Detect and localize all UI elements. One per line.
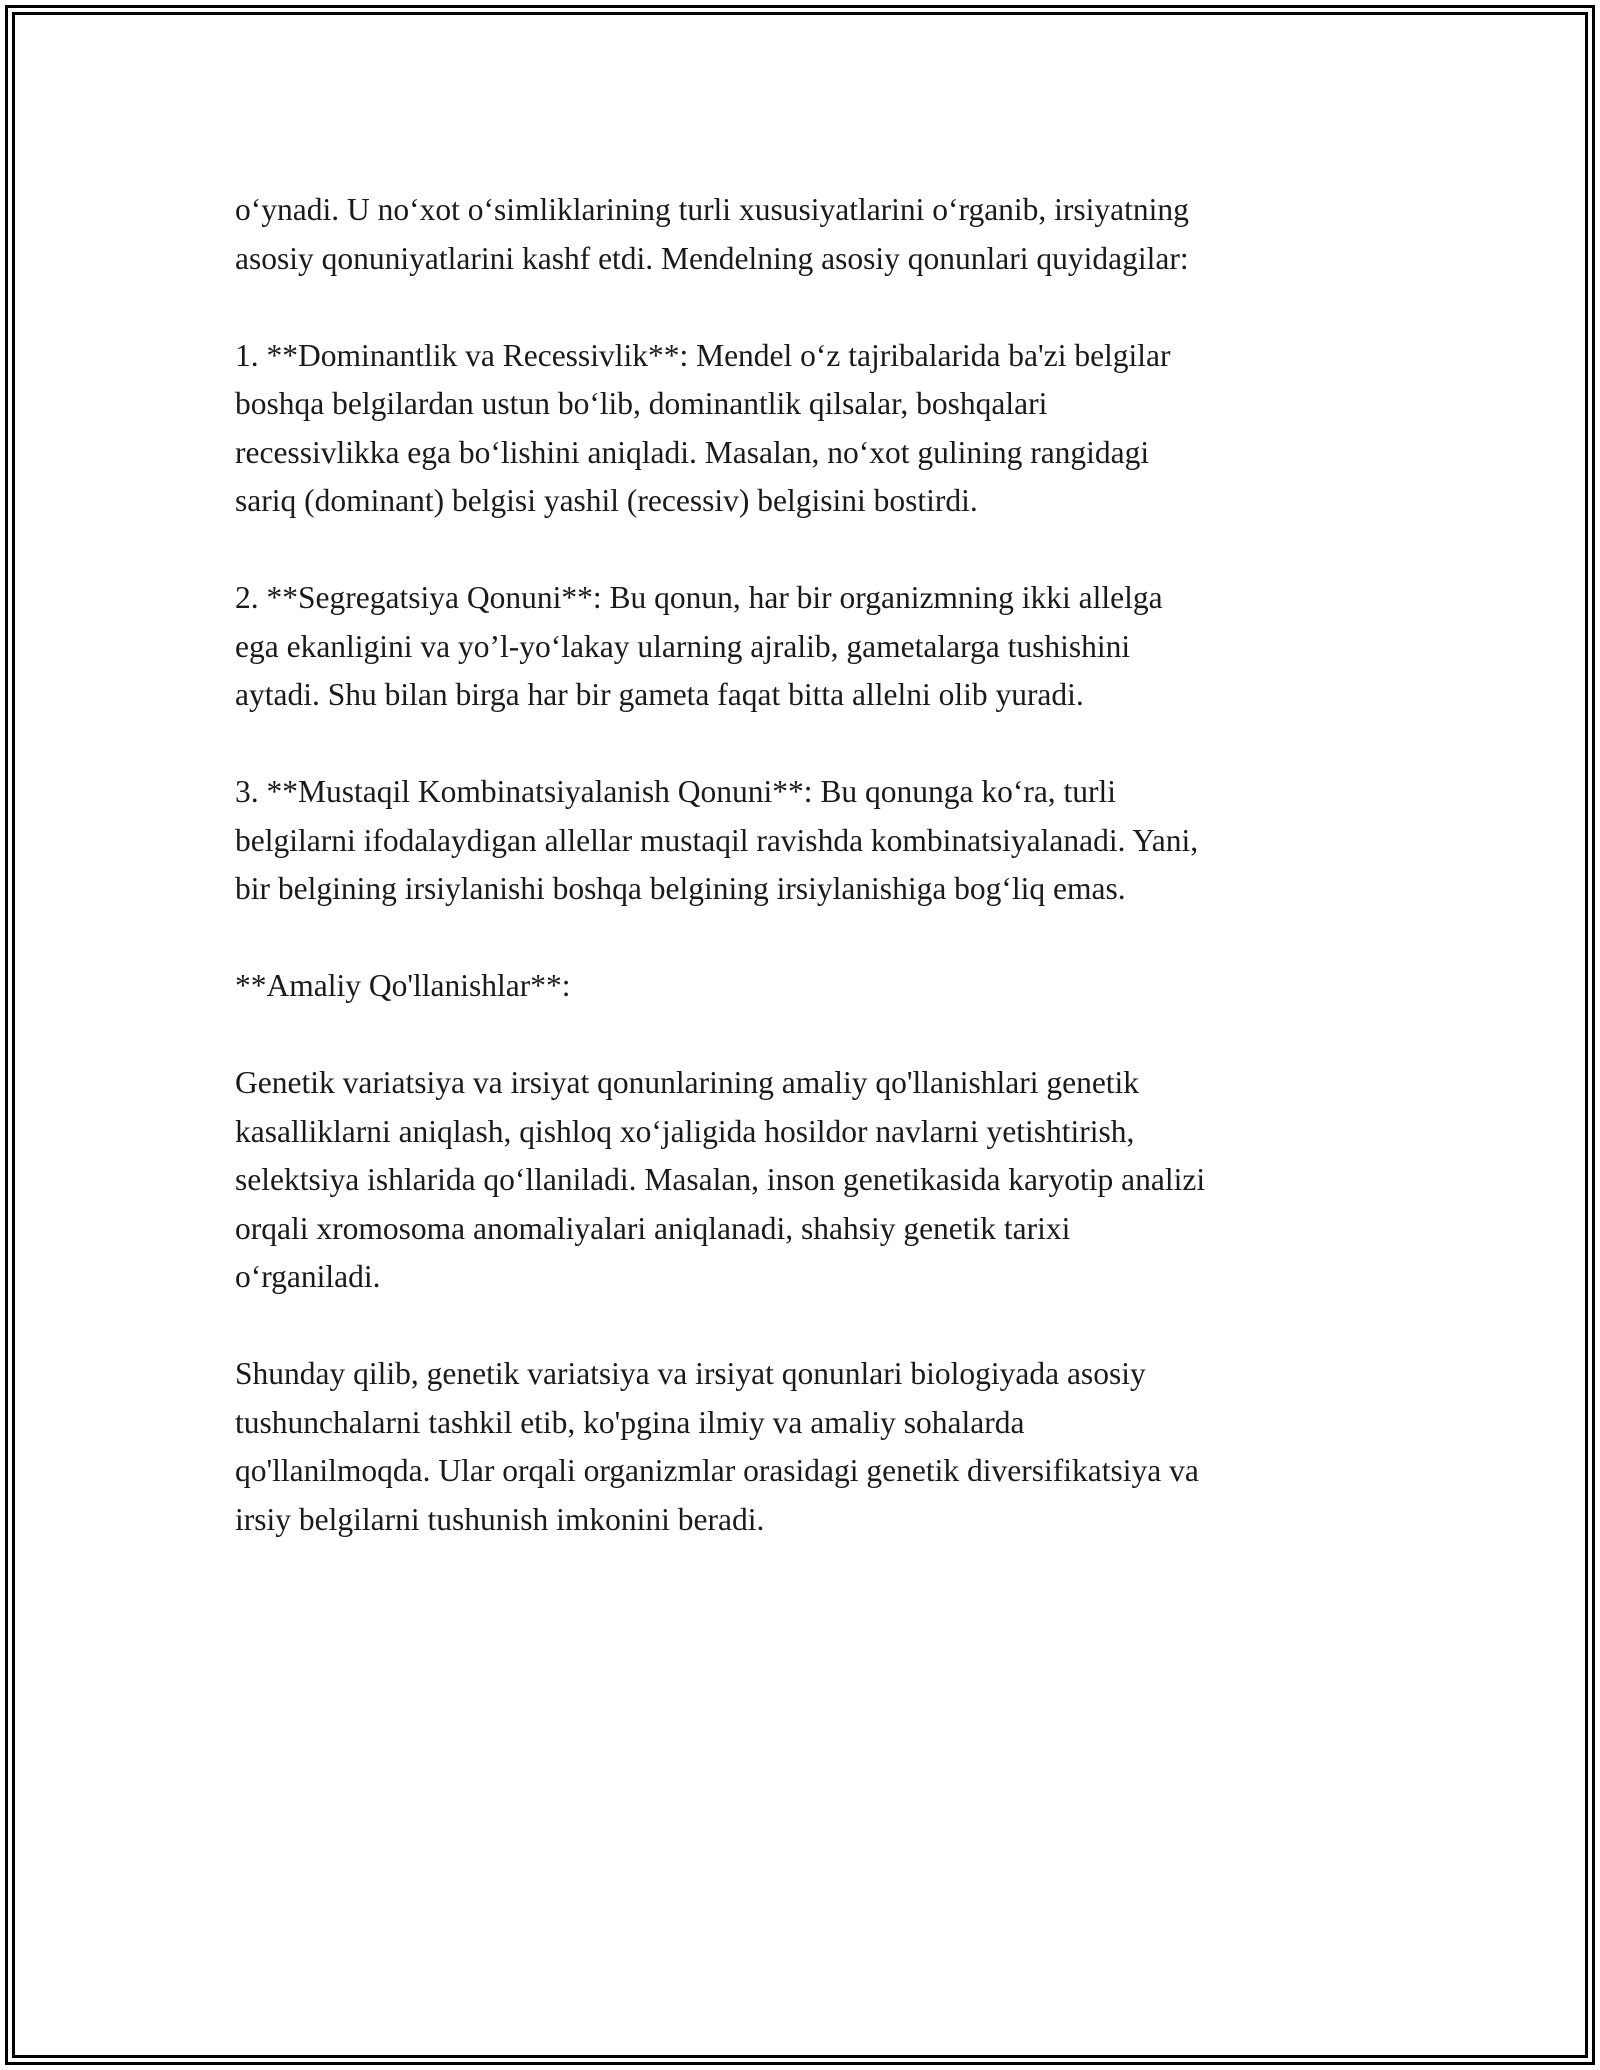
document-body	[235, 186, 1385, 1544]
paragraph-applications: Genetik variatsiya va irsiyat qonunlarining amaliy qo'llanishlari genetik kasalliklarni aniqlash, qishloq xo‘jaligida hosildor navlarni yetishtirish, selektsiya ishlarida qo‘llaniladi. Masalan, inson genetikasida karyotip analizi orqali xromosoma anomaliyalari aniqlanadi, shahsiy genetik tarixi o‘rganiladi.	[235, 1065, 1206, 1294]
paragraph-conclusion: Shunday qilib, genetik variatsiya va irsiyat qonunlari biologiyada asosiy tushunchalarni tashkil etib, ko'pgina ilmiy va amaliy sohalarda qo'llanilmoqda. Ular orqali organizmlar orasidagi genetik diversifikatsiya va irsiy belgilarni tushunish imkonini beradi.	[235, 1356, 1199, 1537]
section-heading-applications: **Amaliy Qo'llanishlar**:	[235, 968, 571, 1003]
paragraph-dominance-law: 1. **Dominantlik va Recessivlik**: Mendel o‘z tajribalarida ba'zi belgilar boshqa belgilardan ustun bo‘lib, dominantlik qilsalar, boshqalari recessivlikka ega bo‘lishini aniqladi. Masalan, no‘xot gulining rangidagi sariq (dominant) belgisi yashil (recessiv) belgisini bostirdi.	[235, 337, 1171, 518]
paragraph-mendel-intro: o‘ynadi. U no‘xot o‘simliklarining turli xususiyatlarini o‘rganib, irsiyatning asosiy qonuniyatlarini kashf etdi. Mendelning asosiy qonunlari quyidagilar:	[235, 192, 1189, 276]
paragraph-independent-assortment-law: 3. **Mustaqil Kombinatsiyalanish Qonuni**: Bu qonunga ko‘ra, turli belgilarni ifodalaydigan allellar mustaqil ravishda kombinatsiyalanadi. Yani, bir belgining irsiylanishi boshqa belgining irsiylanishiga bog‘liq emas.	[235, 774, 1199, 906]
paragraph-segregation-law: 2. **Segregatsiya Qonuni**: Bu qonun, har bir organizmning ikki allelga ega ekanligini va yo’l-yo‘lakay ularning ajralib, gametalarga tushishini aytadi. Shu bilan birga har bir gameta faqat bitta allelni olib yuradi.	[235, 580, 1163, 712]
